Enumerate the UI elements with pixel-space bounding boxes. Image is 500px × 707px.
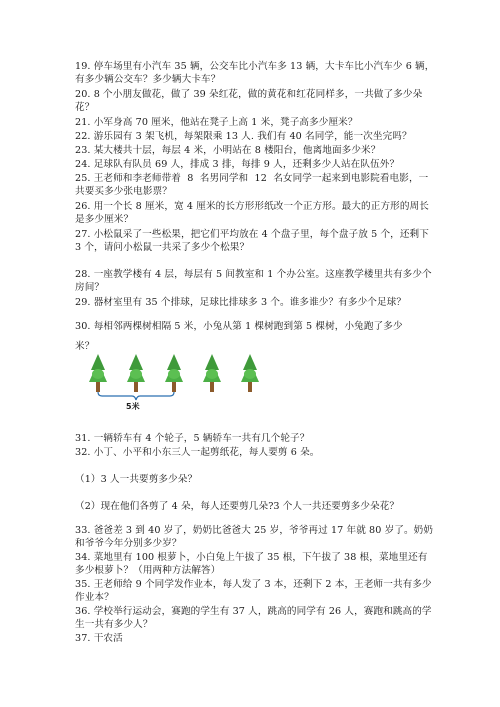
question-26: 26. 用一个长 8 厘米，宽 4 厘米的长方形形纸改一个正方形。最大的正方形的周长是多少厘米？ — [75, 201, 429, 226]
question-37: 37. 干农活 — [75, 633, 123, 644]
question-21: 21. 小军身高 70 厘米，他站在凳子上高 1 米，凳子高多少厘米？ — [75, 117, 358, 128]
question-24: 24. 足球队有队员 69 人，排成 3 排，每排 9 人，还剩多少人站在队伍外？ — [75, 159, 400, 170]
question-22: 22. 游乐园有 3 架飞机，每架限乘 13 人. 我们有 40 名同学，能一次坐完吗？ — [75, 131, 412, 142]
question-32-part-1: （1）3 人一共要剪多少朵？ — [75, 474, 198, 485]
distance-label: 5米 — [126, 402, 140, 411]
question-36: 36. 学校举行运动会，赛跑的学生有 37 人，跳高的同学有 26 人，赛跑和跳高的学生一共有多少人？ — [75, 606, 432, 631]
tree-row-diagram — [80, 350, 280, 412]
distance-brace — [98, 392, 174, 400]
tree-icon — [89, 354, 107, 392]
question-19: 19. 停车场里有小汽车 35 辆，公交车比小汽车多 13 辆，大卡车比小汽车少 6 辆，有多少辆公交车？多少辆大卡车？ — [75, 61, 435, 86]
question-33: 33. 爸爸差 3 到 40 岁了，奶奶比爸爸大 25 岁，爷爷再过 17 年就 80 岁了。奶奶和爷爷今年分别多少岁？ — [75, 525, 434, 550]
question-31: 31. 一辆轿车有 4 个轮子，5 辆轿车一共有几个轮子？ — [75, 433, 310, 444]
question-32: 32. 小丁、小平和小东三人一起剪纸花，每人要剪 6 朵。 — [75, 447, 320, 458]
question-28: 28. 一座教学楼有 4 层，每层有 5 间教室和 1 个办公室。这座教学楼里共有多少个房间？ — [75, 269, 432, 294]
question-32-part-2: （2）现在他们各剪了 4 朵，每人还要剪几朵?3 个人一共还要剪多少朵花？ — [75, 501, 400, 512]
question-23: 23. 某大楼共十层，每层 4 米，小明站在 8 楼阳台，他离地面多少米？ — [75, 145, 381, 156]
question-25: 25. 王老师和李老师带着 8 名男同学和 12 名女同学一起来到电影院看电影，一共要买多少张电影票？ — [75, 173, 429, 198]
question-35: 35. 王老师给 9 个同学发作业本，每人发了 3 本，还剩下 2 本，王老师一共有多少作业本？ — [75, 579, 432, 604]
question-30: 30. 每相邻两棵树相隔 5 米，小兔从第 1 棵树跑到第 5 棵树，小兔跑了多少 — [75, 321, 403, 332]
question-20: 20. 8 个小朋友做花，做了 39 朵红花，做的黄花和红花同样多，一共做了多少朵花？ — [75, 89, 423, 114]
trees-figure — [80, 350, 280, 412]
tree-icon — [165, 354, 183, 392]
tree-icon — [241, 354, 259, 392]
question-29: 29. 器材室里有 35 个排球，足球比排球多 3 个。谁多谁少？有多少个足球？ — [75, 297, 407, 308]
tree-icon — [127, 354, 145, 392]
question-27: 27. 小松鼠采了一些松果，把它们平均放在 4 个盘子里，每个盘子放 5 个，还剩下 3 个，请问小松鼠一共采了多少个松果？ — [75, 229, 433, 254]
question-34: 34. 菜地里有 100 根萝卜，小白兔上午拔了 35 根，下午拔了 38 根，菜地里还有多少根萝卜？（用两种方法解答） — [75, 552, 428, 577]
tree-icon — [203, 354, 221, 392]
question-30-continued: 米？ — [75, 341, 95, 352]
